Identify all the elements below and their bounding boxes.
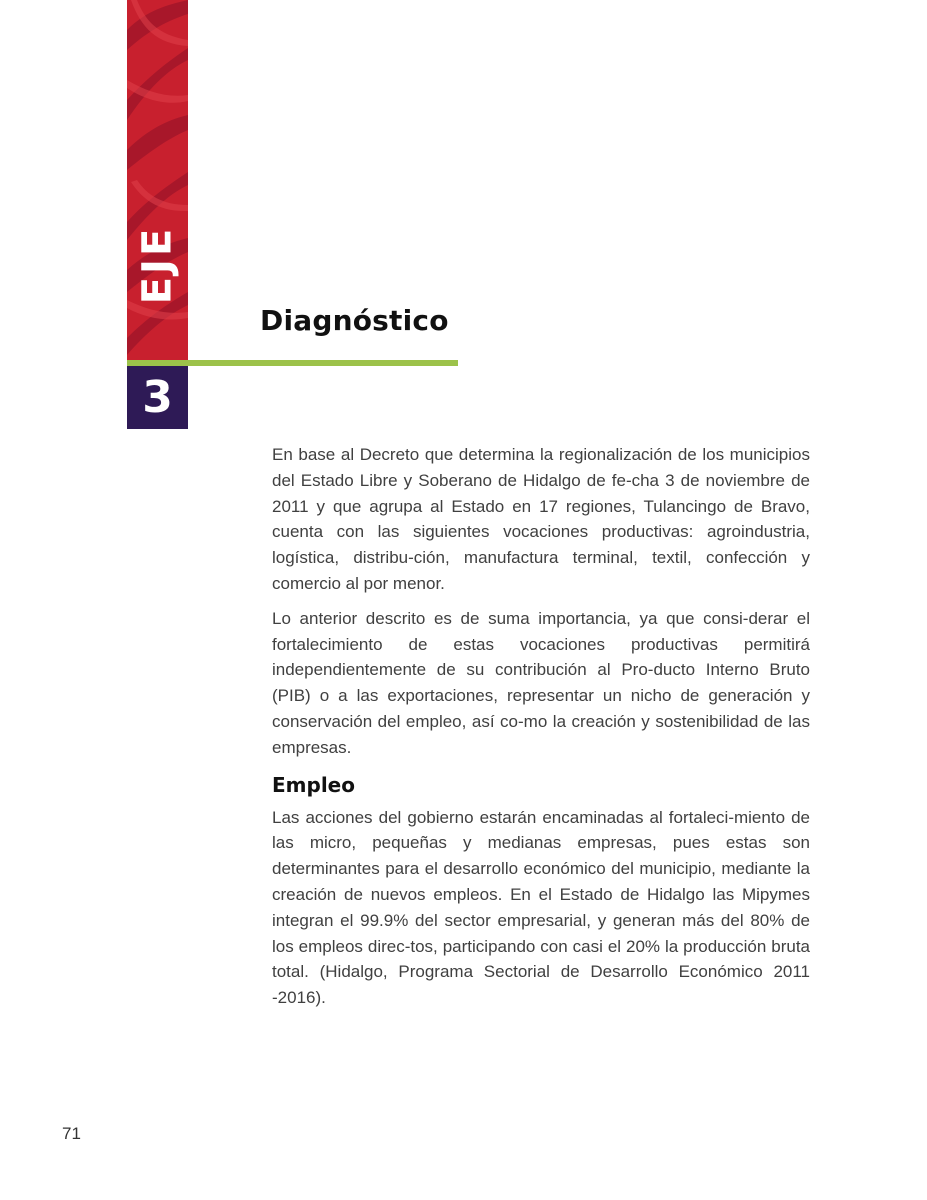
- axis-number: 3: [142, 372, 173, 423]
- page-number: 71: [62, 1124, 81, 1143]
- section-title: Diagnóstico: [260, 304, 449, 337]
- paragraph-1: En base al Decreto que determina la regionalización de los municipios del Estado Libre y Soberano de Hidalgo de fe-cha 3 de noviembre de 2011 y que agrupa al Estado en 17 regiones, Tulancingo de Bravo, cuenta con las siguientes vocaciones productivas: agroindustria, logística, distribu-ción, manufactura terminal, textil, confección y comercio al por menor.: [272, 445, 810, 593]
- axis-number-box: [127, 366, 188, 429]
- body-content: [272, 442, 810, 1020]
- axis-label-text: EJE: [134, 225, 181, 305]
- axis-label: [127, 210, 188, 320]
- subheading-empleo: Empleo: [272, 772, 355, 797]
- paragraph-2: Lo anterior descrito es de suma importancia, ya que consi-derar el fortalecimiento de estas vocaciones productivas permitirá independientemente de su contribución al Pro-ducto Interno Bruto (PIB) o a las exportaciones, representar un nicho de generación y conservación del empleo, así co-mo la creación y sostenibilidad de las empresas.: [272, 608, 810, 757]
- paragraph-3: Las acciones del gobierno estarán encaminadas al fortaleci-miento de las micro, pequeñas y medianas empresas, pues estas son determinantes para el desarrollo económico del municipio, mediante la creación de nuevos empleos. En el Estado de Hidalgo las Mipymes integran el 99.9% del sector empresarial, y generan más del 80% de los empleos direc-tos, participando con casi el 20% la producción bruta total. (Hidalgo, Programa Sectorial de Desarrollo Económico 2011 -2016).: [272, 807, 810, 1008]
